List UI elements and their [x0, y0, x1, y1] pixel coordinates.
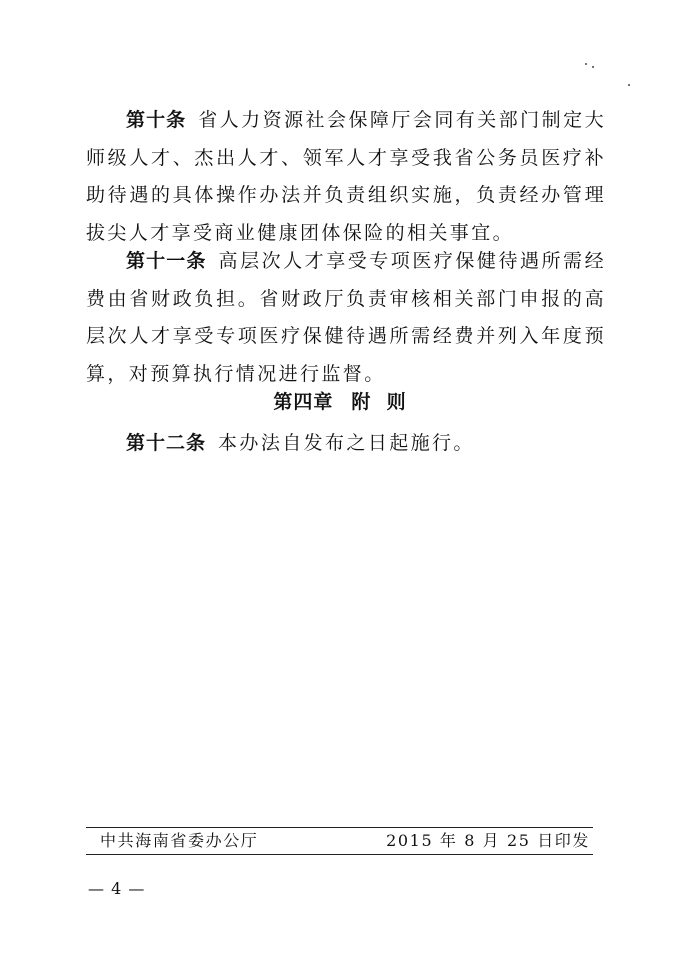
article-10-label: 第十条	[126, 109, 187, 131]
issuer-name: 中共海南省委办公厅	[100, 831, 259, 850]
article-10-text: 省人力资源社会保障厅会同有关部门制定大师级人才、杰出人才、领军人才享受我省公务员医疗补助待遇的具体操作办法并负责组织实施，负责经办管理拔尖人才享受商业健康团体保险的相关事宜。	[86, 109, 606, 244]
article-12-text: 本办法自发布之日起施行。	[218, 432, 475, 454]
chapter-4-number: 第四章	[273, 391, 334, 413]
chapter-4-name: 附 则	[351, 391, 407, 413]
scan-speck	[585, 63, 587, 65]
article-11	[86, 243, 606, 393]
article-10	[86, 102, 606, 252]
footer-top-rule	[86, 827, 593, 828]
page-number: — 4 —	[88, 879, 146, 898]
issue-date: 2015 年 8 月 25 日印发	[386, 831, 590, 850]
chapter-4-heading	[0, 384, 680, 422]
article-12	[86, 425, 606, 463]
article-11-text: 高层次人才享受专项医疗保健待遇所需经费由省财政负担。省财政厅负责审核相关部门申报的高层次人才享受专项医疗保健待遇所需经费并列入年度预算，对预算执行情况进行监督。	[86, 250, 606, 385]
scan-speck	[628, 84, 630, 86]
footer-bottom-rule	[86, 854, 593, 855]
article-12-label: 第十二条	[126, 432, 207, 454]
scan-speck	[592, 66, 594, 68]
article-11-label: 第十一条	[126, 250, 207, 272]
